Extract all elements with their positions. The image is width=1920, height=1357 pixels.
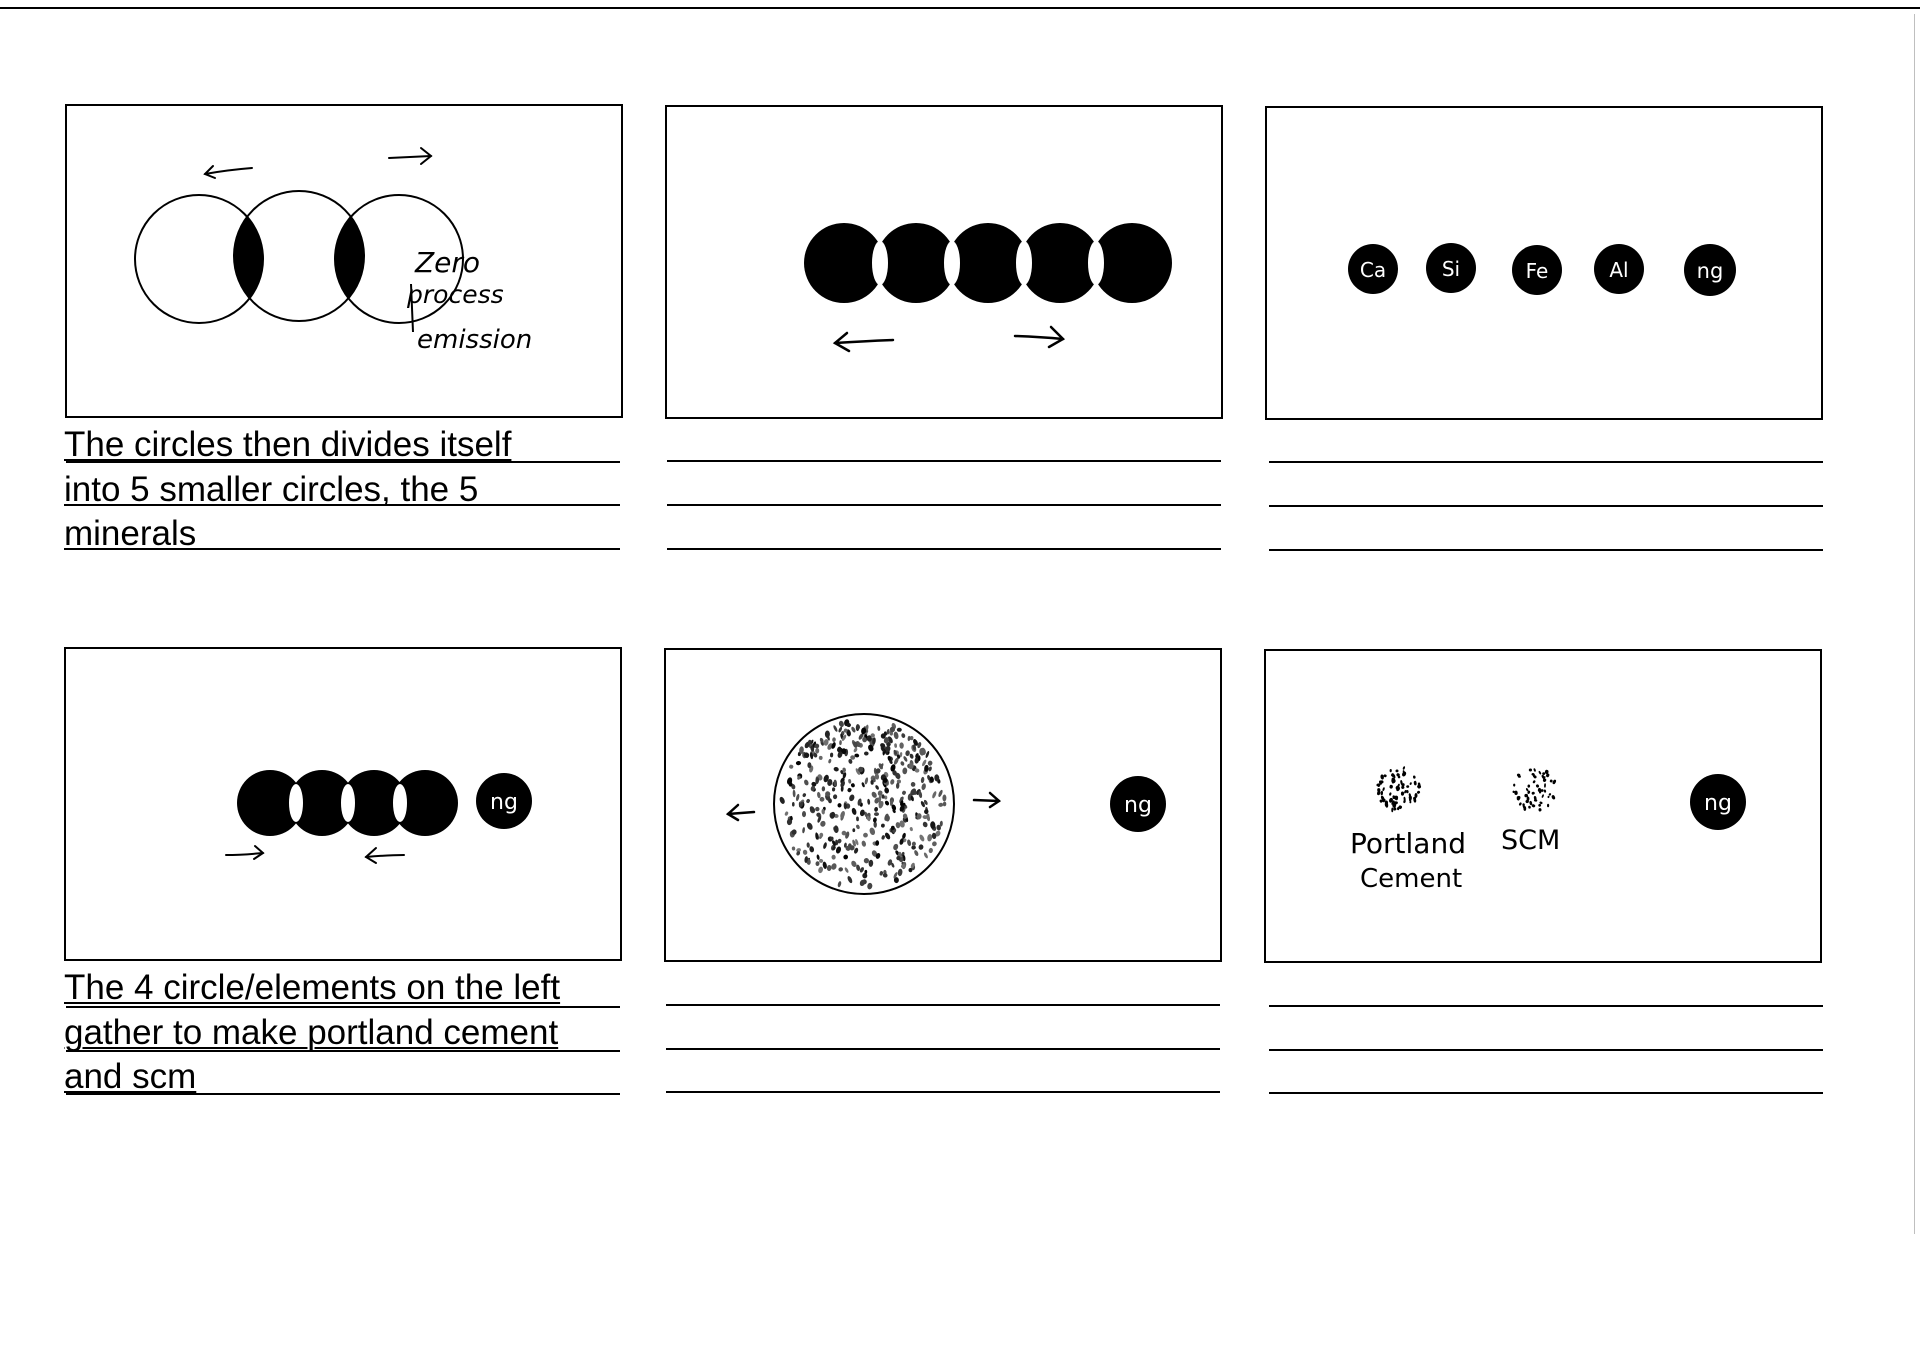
frame-6-sketch	[1266, 651, 1820, 961]
storyboard-frame-3	[1265, 106, 1823, 420]
handwriting-zero: Zero	[415, 246, 481, 279]
scm-particles	[1512, 768, 1556, 812]
svg-text:Fe: Fe	[1525, 259, 1549, 283]
element-ng	[1690, 774, 1746, 830]
caption-line	[1269, 1005, 1823, 1007]
caption-line	[667, 460, 1221, 462]
caption-frame-4: The 4 circle/elements on the left gather to make portland cement and scm	[64, 968, 561, 1096]
element-ca	[1348, 244, 1398, 294]
arrow-left-icon	[366, 848, 404, 863]
storyboard-frame-5	[664, 648, 1222, 962]
caption-line	[666, 1048, 1220, 1050]
svg-text:ng: ng	[1696, 259, 1724, 283]
arrow-left-icon	[728, 805, 754, 820]
storyboard-frame-6	[1264, 649, 1822, 963]
svg-text:ng: ng	[490, 790, 518, 815]
gap-highlight	[289, 784, 303, 822]
arrow-right-icon	[974, 793, 999, 807]
gap-highlight	[393, 784, 407, 822]
caption-line	[1269, 505, 1823, 507]
svg-text:Si: Si	[1441, 257, 1461, 281]
caption-line	[1269, 1049, 1823, 1051]
caption-frame-1: The circles then divides itself into 5 smaller circles, the 5 minerals	[64, 425, 512, 553]
storyboard-frame-1	[65, 104, 623, 418]
svg-text:ng: ng	[1124, 793, 1152, 818]
gap-highlight	[1088, 241, 1104, 285]
caption-line	[667, 548, 1221, 550]
handwriting-emission: emission	[417, 325, 533, 355]
caption-line	[666, 1091, 1220, 1093]
frame-3-sketch	[1267, 108, 1821, 418]
element-al	[1594, 244, 1644, 294]
handwriting-process: process	[407, 280, 504, 309]
caption-line	[666, 1004, 1220, 1006]
frame-4-sketch	[66, 649, 620, 959]
svg-text:Ca: Ca	[1359, 258, 1387, 282]
label-cement: Cement	[1360, 864, 1463, 894]
gap-highlight	[944, 241, 960, 285]
frame-1-sketch	[67, 106, 621, 416]
frame-5-sketch	[666, 650, 1220, 960]
caption-line	[1269, 549, 1823, 551]
label-scm: SCM	[1501, 825, 1561, 856]
gap-highlight	[872, 241, 888, 285]
label-portland: Portland	[1350, 827, 1466, 860]
arrow-right-icon	[1015, 327, 1063, 347]
element-si	[1426, 243, 1476, 293]
element-fe	[1512, 245, 1562, 295]
page-right-edge	[1914, 14, 1915, 1234]
portland-cement-particles	[1376, 766, 1422, 812]
frame-2-sketch	[667, 107, 1221, 417]
arrow-left-icon	[205, 166, 252, 178]
storyboard-frame-2	[665, 105, 1223, 419]
element-ng	[476, 773, 532, 829]
element-ng	[1684, 244, 1736, 296]
caption-line	[667, 504, 1221, 506]
element-ng	[1110, 776, 1166, 832]
gap-highlight	[1016, 241, 1032, 285]
storyboard-frame-4	[64, 647, 622, 961]
caption-line	[1269, 1092, 1823, 1094]
arrow-right-icon	[389, 148, 431, 164]
arrow-right-icon	[226, 846, 263, 859]
svg-text:ng: ng	[1704, 791, 1732, 816]
svg-text:Al: Al	[1609, 258, 1629, 282]
gap-highlight	[341, 784, 355, 822]
page-top-border	[0, 7, 1920, 9]
caption-line	[1269, 461, 1823, 463]
arrow-left-icon	[835, 333, 893, 351]
